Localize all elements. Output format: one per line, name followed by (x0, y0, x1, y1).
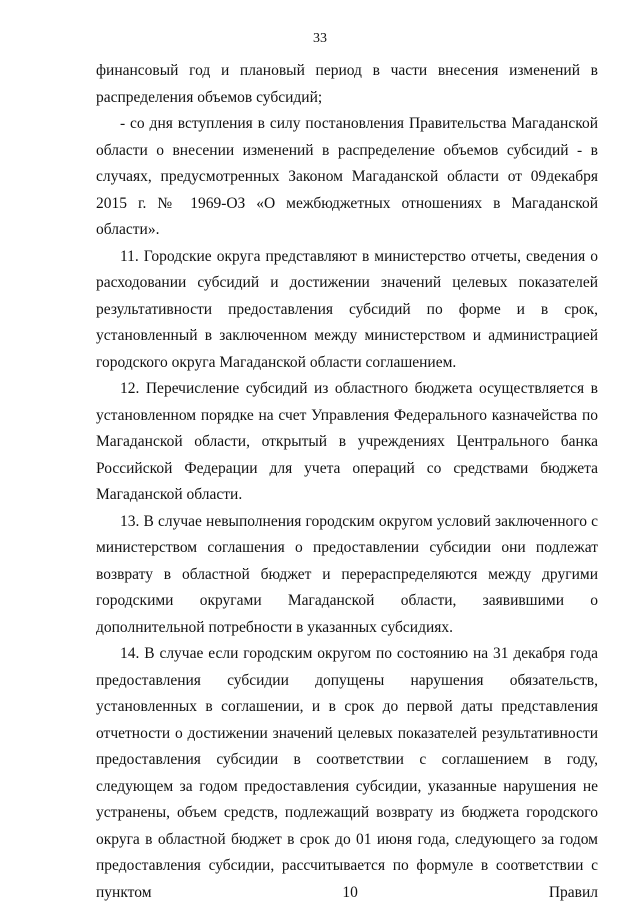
paragraph-13: 13. В случае невыполнения городским округом условий заключенного с министерством соглашения о предоставлении субсидии они подлежат возврату в областной бюджет и перераспределяются между другими городскими округами Магаданской области, заявившими о дополнительной потребности в указанных субсидиях. (96, 512, 598, 636)
paragraph-14: 14. В случае если городским округом по состоянию на 31 декабря года предоставления субсидии допущены нарушения обязательств, установленных в соглашении, и в срок до первой даты представления отчетности о достижении значений целевых показателей результативности предоставления субсидии в соответствии с соглашением в году, следующем за годом предоставления субсидии, указанные нарушения не устранены, объем средств, подлежащий возврату из бюджета городского округа в областной бюджет в срок до 01 июня года, следующего за годом предоставления субсидии, рассчитывается по формуле в соответствии с пунктом 10 Правил (96, 645, 598, 901)
paragraph-12: 12. Перечисление субсидий из областного бюджета осуществляется в установленном порядке на счет Управления Федерального казначейства по Магаданской области, открытый в учреждениях Центрального банка Российской Федерации для учета операций со средствами бюджета Магаданской области. (96, 380, 598, 503)
page-number: 33 (313, 31, 327, 46)
paragraph-11: 11. Городские округа представляют в министерство отчеты, сведения о расходовании субсидий и достижении значений целевых показателей результативности предоставления субсидий по форме и в срок, установленный в заключенном между министерством и администрацией городского округа Магаданской области соглашением. (96, 247, 598, 371)
paragraph-continuation: финансовый год и плановый период в части внесения изменений в распределения объемов субсидий; (96, 62, 598, 106)
paragraph-law-reference: - со дня вступления в силу постановления Правительства Магаданской области о внесении изменений в распределение объемов субсидий - в случаях, предусмотренных Законом Магаданской области от 09декабря 2015 г. № 1969-ОЗ «О межбюджетных отношениях в Магаданской области». (96, 115, 598, 238)
document-body (96, 58, 598, 906)
